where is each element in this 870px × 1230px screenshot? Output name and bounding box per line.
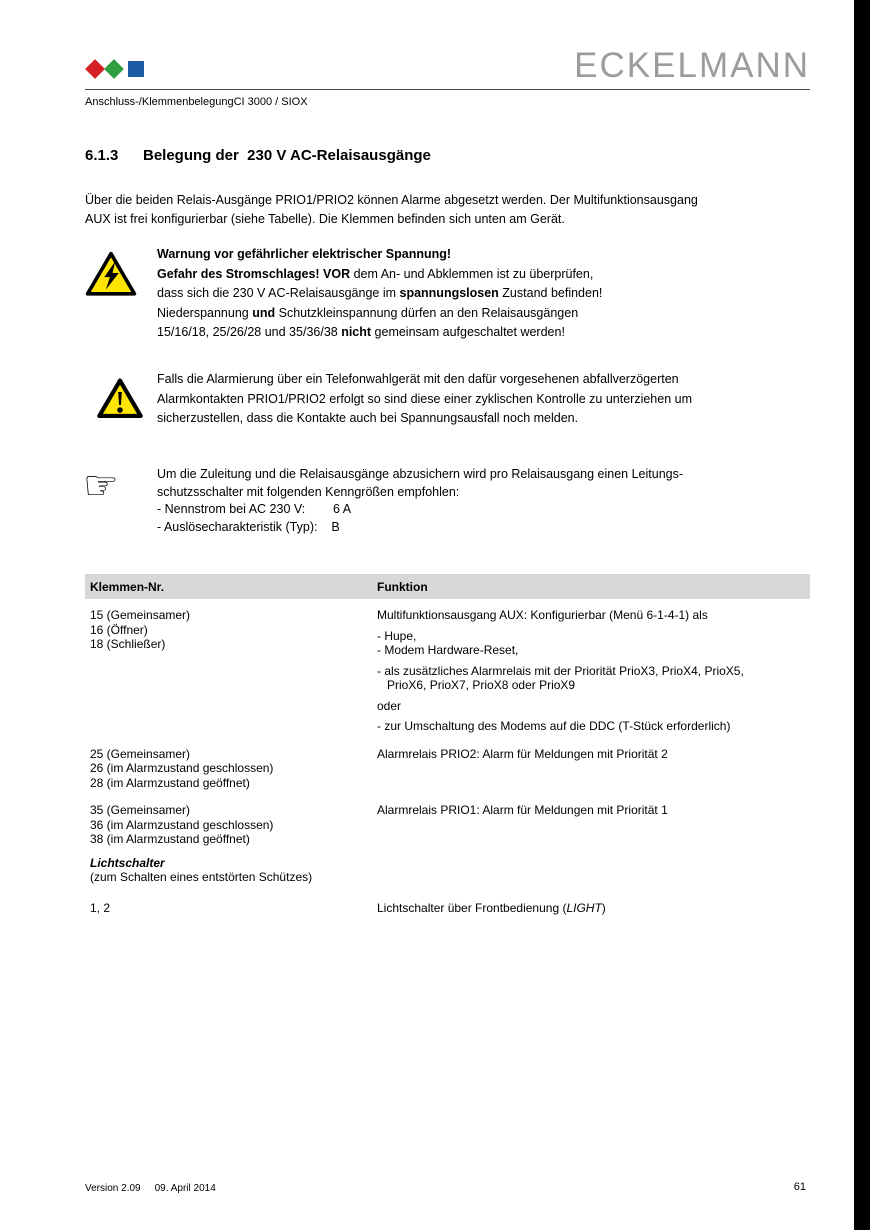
klemmen-table: [85, 574, 810, 915]
footer-version: Version 2.09: [85, 1183, 141, 1194]
electric-warning-notice: [85, 245, 825, 343]
cell-funktion: Alarmrelais PRIO2: Alarm für Meldungen mit Priorität 2: [377, 746, 668, 761]
general-warning-notice: [85, 370, 825, 429]
page-number: 61: [793, 1181, 806, 1193]
cell-klemmen: 35 (Gemeinsamer) 36 (im Alarmzustand geschlossen) 38 (im Alarmzustand geöffnet): [90, 803, 274, 846]
section-title-text: Belegung der 230 V AC-Relaisausgänge: [143, 147, 431, 164]
column-header-funktion: Funktion: [377, 579, 428, 594]
document-subtitle: Anschluss-/KlemmenbelegungCI 3000 / SIOX: [85, 96, 308, 108]
cell-klemmen: 1, 2: [90, 900, 111, 915]
intro-paragraph: Über die beiden Relais-Ausgänge PRIO1/PRIO2 können Alarme abgesetzt werden. Der Multifunktionsausgang AUX ist frei konfigurierbar (siehe Tabelle). Die Klemmen befinden sich unten am Gerät.: [85, 193, 698, 226]
logo-green-diamond-icon: [104, 59, 124, 79]
footer-date: 09. April 2014: [154, 1183, 216, 1194]
brand-wordmark: ECKELMANN: [574, 46, 810, 85]
high-voltage-warning-icon: [85, 251, 137, 302]
section-heading: [85, 147, 431, 164]
cell-funktion: Alarmrelais PRIO1: Alarm für Meldungen mit Priorität 1: [377, 803, 668, 817]
table-row: [85, 608, 810, 734]
hand-note-text: Um die Zuleitung und die Relaisausgänge abzusichern wird pro Relaisausgang einen Leitungs- schutzsschalter mit folgenden Kenngrößen empfohlen: - Nennstrom bei AC 230 V: 6 A - Auslösecharakteristik (Typ): B: [157, 467, 684, 534]
hand-note: ☞ Um die Zuleitung und die Relaisausgänge abzusichern wird pro Relaisausgang einen Leitungs- schutzsschalter mit folgenden Kenngrößen empfohlen: - Nennstrom bei AC 230 V: 6 A - Auslösecharakteristik (Typ): B: [85, 466, 825, 536]
table-row: [85, 856, 810, 885]
section-number: 6.1.3: [85, 147, 119, 164]
warning-triangle-icon: [97, 378, 143, 424]
electric-warning-text: Warnung vor gefährlicher elektrischer Spannung! Gefahr des Stromschlages! VOR dem An- und Abklemmen ist zu überprüfen, dass sich die 230 V AC-Relaisausgänge im spannungslosen Zustand befinden! Niederspannung und Schutzkleinspannung dürfen an den Relaisausgängen 15/16/18, 25/26/28 und 35/36/38 nicht gemeinsam aufgeschaltet werden!: [157, 247, 603, 339]
table-header: [85, 574, 810, 599]
header-divider: [85, 89, 810, 90]
footer-version-line: [85, 1183, 216, 1194]
general-warning-text: Falls die Alarmierung über ein Telefonwahlgerät mit den dafür vorgesehenen abfallverzögerten Alarmkontakten PRIO1/PRIO2 erfolgt so sind diese einer zyklischen Kontrolle zu unterziehen um sicherzustellen, dass die Kontakte auch bei Spannungsausfall noch melden.: [157, 372, 692, 425]
eckelmann-logo: [85, 56, 155, 84]
cell-funktion: Multifunktionsausgang AUX: Konfigurierbar (Menü 6-1-4-1) als - Hupe, - Modem Hardware-Reset, - als zusätzliches Alarmrelais mit der Priorität PrioX3, PrioX4, PrioX5, PrioX6, PrioX7, PrioX8 oder PrioX9 oder - zur Umschaltung des Modems auf die DDC (T-Stück erforderlich): [377, 608, 744, 733]
logo-red-diamond-icon: [85, 59, 105, 79]
page-edge-bar: [854, 0, 870, 1230]
table-row: [85, 901, 810, 916]
cell-klemmen: 15 (Gemeinsamer) 16 (Öffner) 18 (Schließer): [90, 608, 191, 651]
cell-funktion: Lichtschalter über Frontbedienung (LIGHT): [377, 900, 606, 915]
cell-funktion: [377, 856, 810, 885]
table-row: [85, 803, 810, 847]
cell-klemmen: 25 (Gemeinsamer) 26 (im Alarmzustand geschlossen) 28 (im Alarmzustand geöffnet): [90, 746, 274, 790]
logo-blue-square-icon: [128, 61, 144, 77]
cell-klemmen: Lichtschalter (zum Schalten eines entstörten Schützes): [90, 855, 313, 884]
table-row: [85, 747, 810, 791]
column-header-klemmen: Klemmen-Nr.: [90, 579, 165, 594]
